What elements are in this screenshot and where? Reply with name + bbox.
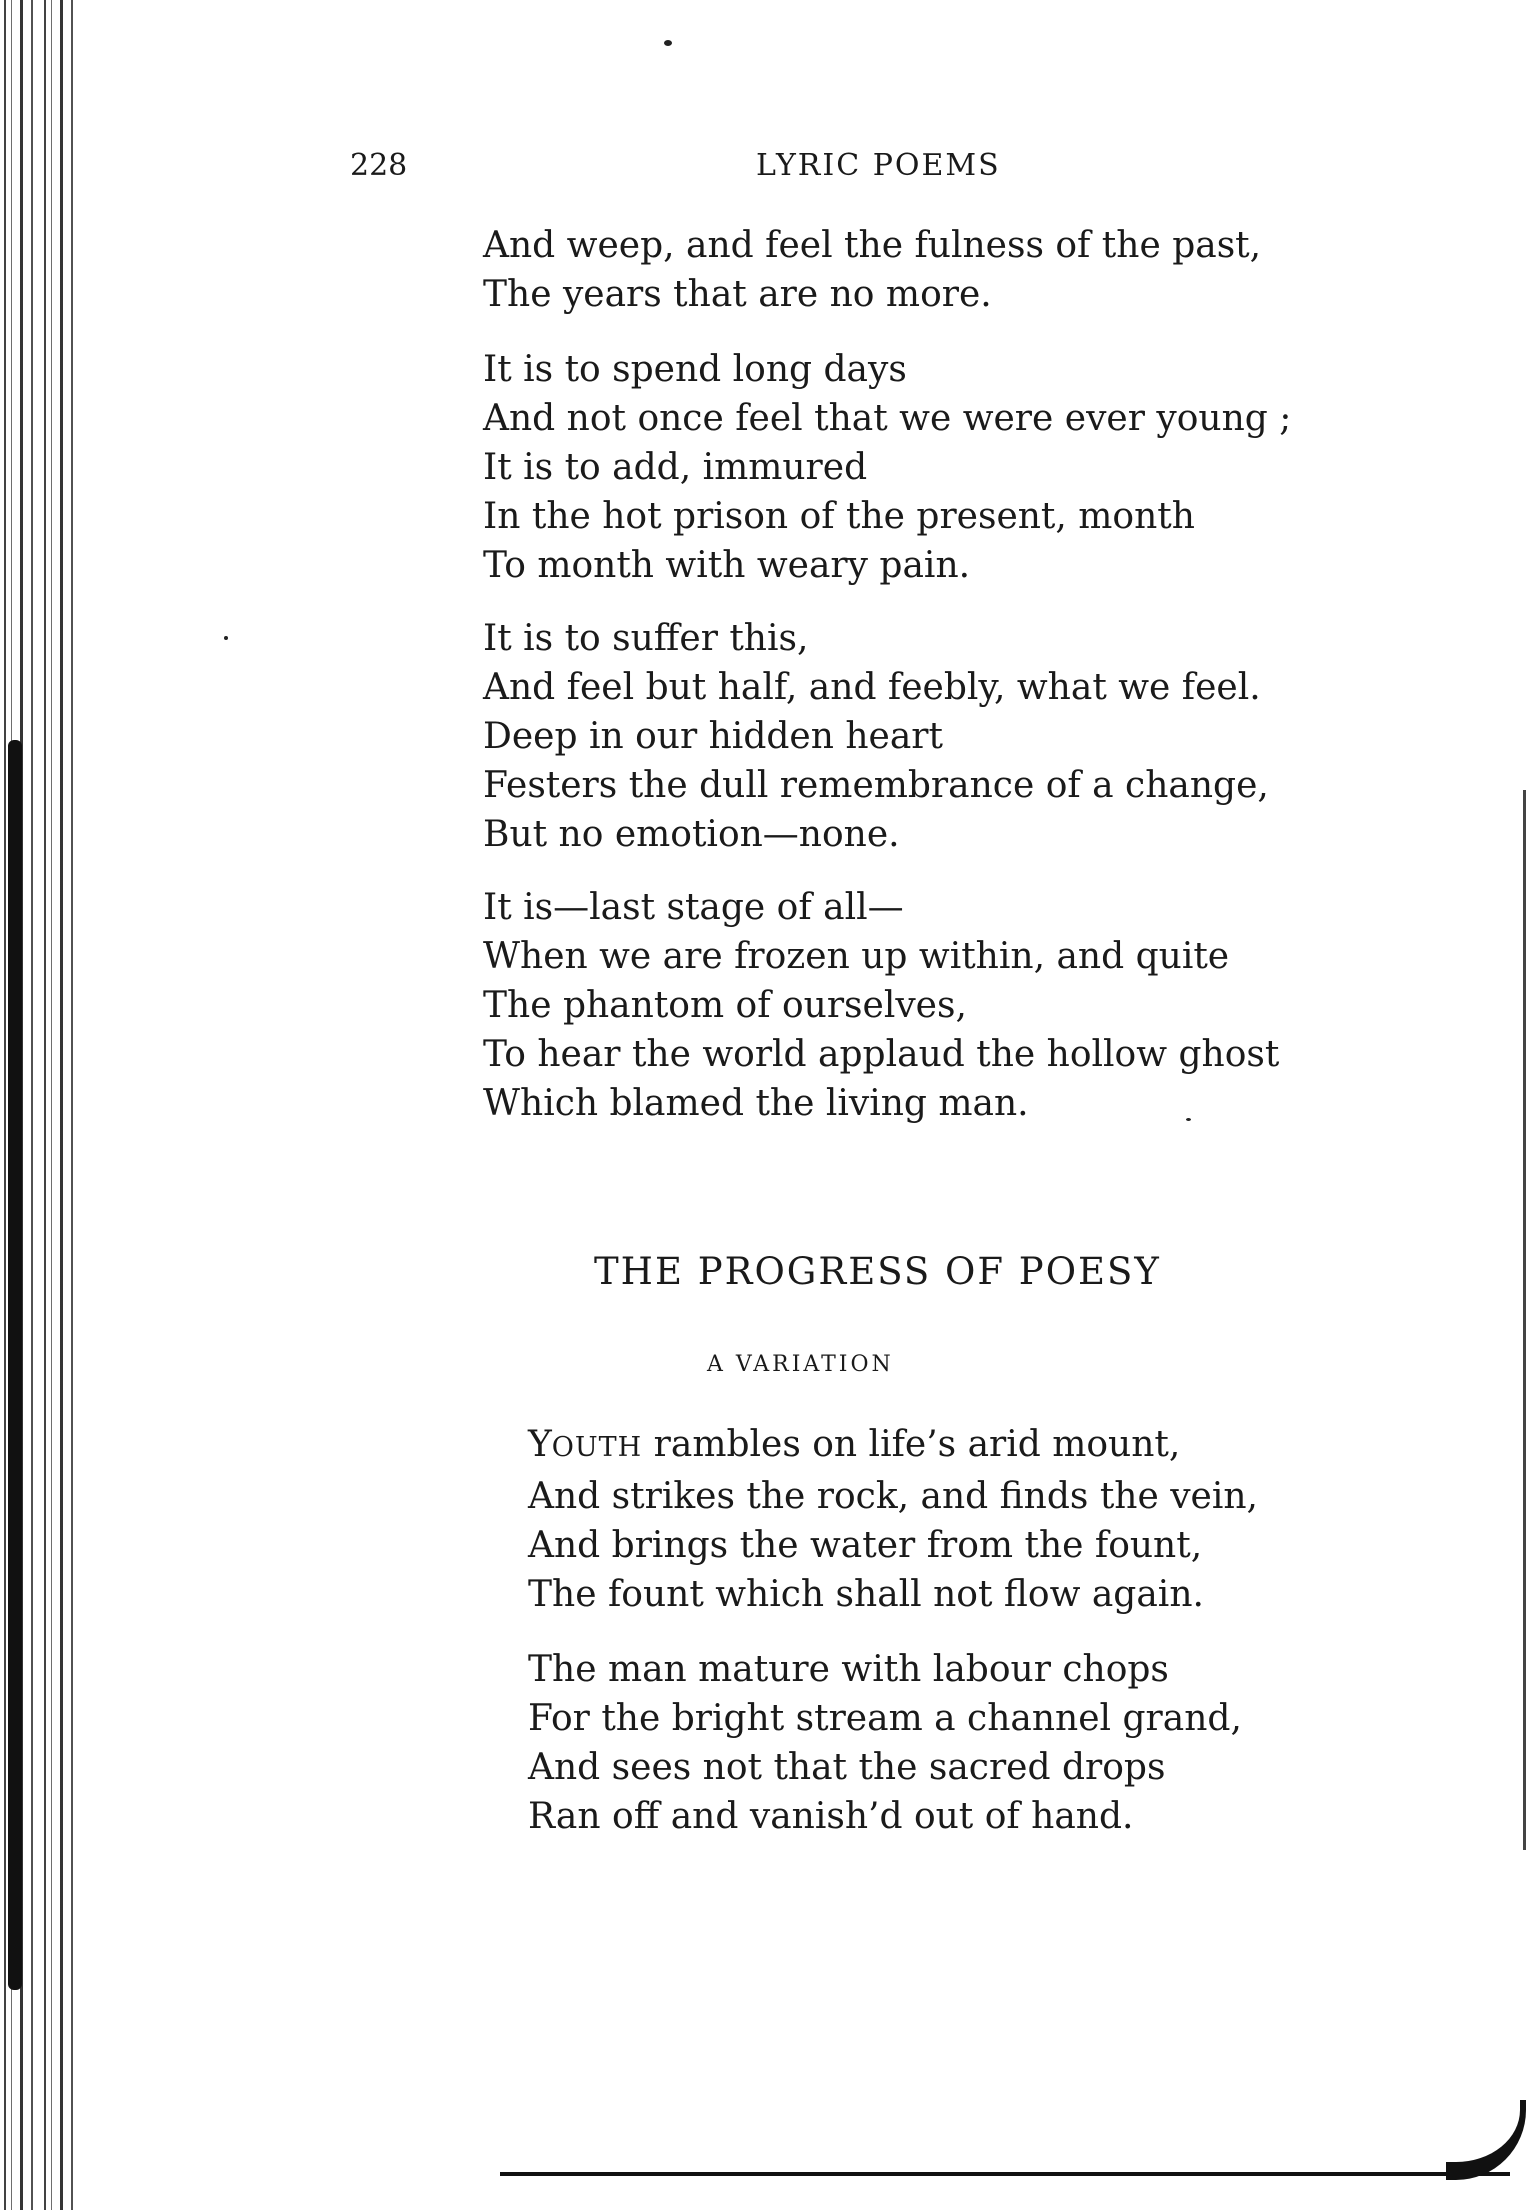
- verse-line: To hear the world applaud the hollow ghost: [483, 1034, 1280, 1075]
- page-number: 228: [350, 148, 408, 183]
- verse-line: The man mature with labour chops: [528, 1649, 1169, 1690]
- verse-line: And feel but half, and feebly, what we feel.: [483, 667, 1261, 708]
- page-edge-bottom: [500, 2172, 1510, 2176]
- verse-line: And brings the water from the fount,: [528, 1525, 1203, 1566]
- page-corner-curl: [1446, 2100, 1526, 2180]
- verse-line: But no emotion—none.: [483, 814, 900, 855]
- poem-title: THE PROGRESS OF POESY: [594, 1250, 1161, 1293]
- stanza: [483, 345, 1291, 590]
- first-line-rest: rambles on life’s arid mount,: [642, 1424, 1181, 1465]
- verse-line: The years that are no more.: [483, 274, 992, 315]
- verse-line: In the hot prison of the present, month: [483, 496, 1195, 537]
- verse-line: When we are frozen up within, and quite: [483, 936, 1230, 977]
- binding-shadow: [8, 740, 22, 1990]
- verse-line: Which blamed the living man.: [483, 1083, 1029, 1124]
- poem-subtitle: A VARIATION: [707, 1352, 894, 1377]
- verse-line-first: [528, 1420, 1258, 1472]
- verse-line: And strikes the rock, and finds the vein,: [528, 1476, 1259, 1517]
- stanza: [528, 1420, 1258, 1619]
- verse-line: And weep, and feel the fulness of the past,: [483, 225, 1262, 266]
- stanza: [483, 221, 1261, 319]
- running-title: LYRIC POEMS: [756, 148, 1001, 183]
- stanza: [483, 883, 1279, 1128]
- verse-line: And sees not that the sacred drops: [528, 1747, 1166, 1788]
- ink-speck: [224, 636, 228, 640]
- small-caps-initial: Y: [528, 1424, 552, 1465]
- verse-line: Deep in our hidden heart: [483, 716, 943, 757]
- verse-line: The fount which shall not flow again.: [528, 1574, 1204, 1615]
- stanza: [528, 1645, 1242, 1841]
- verse-line: Festers the dull remembrance of a change,: [483, 765, 1269, 806]
- verse-line: And not once feel that we were ever young ;: [483, 398, 1292, 439]
- ink-speck: [664, 40, 672, 46]
- stanza: [483, 614, 1269, 859]
- verse-line: It is to spend long days: [483, 349, 907, 390]
- running-head: [0, 148, 1526, 188]
- verse-line: For the bright stream a channel grand,: [528, 1698, 1242, 1739]
- verse-line: It is—last stage of all—: [483, 887, 904, 928]
- verse-line: It is to suffer this,: [483, 618, 809, 659]
- verse-line: It is to add, immured: [483, 447, 868, 488]
- verse-line: The phantom of ourselves,: [483, 985, 967, 1026]
- verse-line: Ran off and vanish’d out of hand.: [528, 1796, 1134, 1837]
- verse-line: To month with weary pain.: [483, 545, 971, 586]
- small-caps-rest: OUTH: [551, 1432, 643, 1463]
